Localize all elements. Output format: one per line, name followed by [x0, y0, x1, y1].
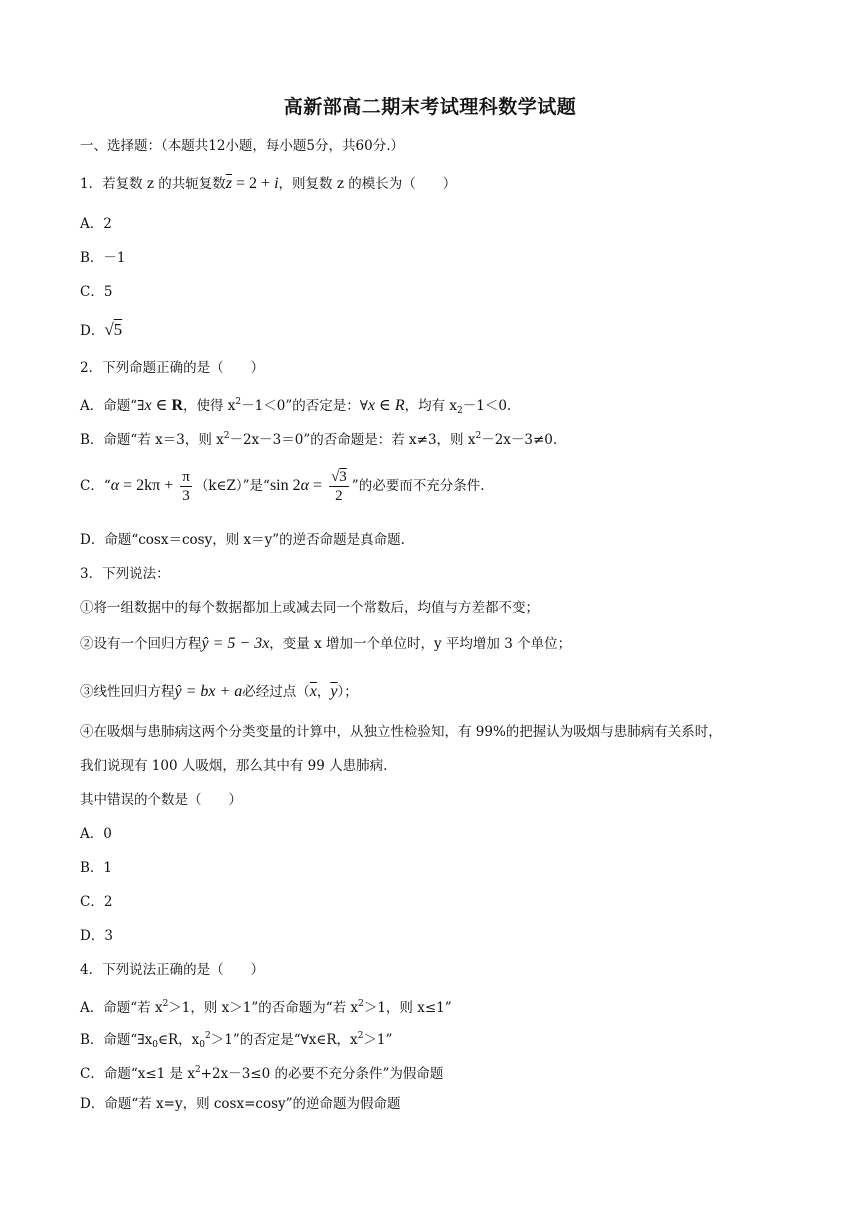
q2-b-text2: －2x－3＝0”的否命题是：若 x≠3，则 x [229, 432, 476, 448]
q4-c-text2: +2x－3≤0 的必要不充分条件”为假命题 [200, 1066, 444, 1082]
q4-a-text1: A．命题“若 x [80, 1000, 163, 1016]
q4-b-sup: 2 [205, 1031, 211, 1041]
q3-option-a: A．0 [80, 826, 112, 842]
q3-option-b: B．1 [80, 860, 113, 876]
q1-option-d [80, 320, 122, 341]
q2-c-text1: C．“ [80, 478, 111, 494]
q3-s3-text2: 必经过点（ [242, 684, 310, 700]
q4-a-sup2: 2 [358, 999, 364, 1009]
q3-s3-xbar: $\overline{x}$ [309, 683, 317, 700]
q4-c-sup: 2 [194, 1065, 201, 1075]
q2-option-b [80, 426, 557, 450]
q2-option-a [80, 392, 511, 421]
q4-a-text2: ＞1，则 x＞1”的否命题为“若 x [168, 1000, 359, 1016]
q3-statement-1: ①将一组数据中的每个数据都加上或减去同一个常数后，均值与方差都不变； [80, 600, 539, 616]
q4-stem: 4．下列说法正确的是（ ） [80, 962, 265, 978]
exam-title: 高新部高二期末考试理科数学试题 [283, 96, 577, 118]
q1-sqrt: √5 [104, 320, 123, 339]
q2-a-in2: ∈ [374, 397, 395, 414]
q2-a-x: x [144, 397, 152, 414]
q1-stem [80, 174, 456, 194]
q1-option-c: C．5 [80, 284, 113, 300]
q2-a-text2: ，使得 x [183, 398, 236, 414]
q2-c-eq: = 2kπ + [119, 477, 178, 494]
q2-c-sin: sin 2 [269, 477, 301, 494]
q4-b-sup2: 2 [357, 1031, 364, 1041]
q2-c-text2: （k∈Z）”是“ [194, 478, 270, 494]
q2-c-frac2-den: 2 [335, 488, 343, 504]
q2-c-frac-num: π [182, 469, 190, 485]
q3-option-c: C．2 [80, 894, 113, 910]
q1-sqrt-value: 5 [113, 320, 123, 339]
q3-s3-text3: ）； [337, 684, 358, 700]
q2-a-text1: A．命题“∃ [80, 398, 145, 414]
q2-c-alpha2: α [300, 477, 310, 494]
q2-a-r: R [171, 397, 183, 414]
q4-b-text3: ＞1”的否定是“∀x∈R，x [210, 1032, 358, 1048]
q1-option-d-label: D． [80, 323, 105, 339]
q1-option-a: A．2 [80, 216, 112, 232]
q4-b-sub2: 0 [199, 1040, 206, 1050]
q2-c-text3: ”的必要而不充分条件. [351, 478, 485, 494]
q3-s3-text1: ③线性回归方程 [80, 684, 175, 700]
q3-statement-2 [80, 634, 571, 654]
q2-b-text1: B．命题“若 x＝3，则 x [80, 432, 224, 448]
section-heading: 一、选择题：（本题共12小题，每小题5分，共60分.） [80, 138, 404, 154]
q3-option-d: D．3 [80, 928, 113, 944]
q1-i: i [274, 175, 279, 192]
q2-c-frac2-num: √3 [331, 469, 347, 485]
q3-statement-3 [80, 682, 358, 702]
q1-conj-z: $\overline{z}$ [225, 175, 233, 192]
q4-option-c [80, 1060, 443, 1084]
q3-s3-comma: ， [316, 684, 331, 700]
q3-s2-text2: ，变量 x 增加一个单位时，y 平均增加 3 个单位； [269, 636, 572, 652]
q3-s3-eq: ŷ = bx + a [174, 683, 243, 700]
q2-a-x2: x [367, 397, 375, 414]
q2-option-c [80, 468, 485, 505]
q2-c-frac2-rad: 3 [339, 469, 347, 485]
q4-a-text3: ＞1，则 x≤1” [363, 1000, 452, 1016]
q4-option-a [80, 994, 452, 1018]
q4-option-b [80, 1026, 392, 1055]
q2-b-text3: －2x－3≠0. [481, 432, 558, 448]
q4-b-text2: ∈R，x [158, 1032, 200, 1048]
q2-c-alpha: α [110, 477, 120, 494]
q3-s3-ybar: $\overline{y}$ [330, 683, 338, 700]
q2-option-d: D．命题“cosx＝cosy，则 x＝y”的逆否命题是真命题. [80, 532, 405, 548]
q2-c-eq2: = [309, 477, 327, 494]
q1-stem-text: 1．若复数 z 的共轭复数 [80, 176, 226, 192]
q2-a-text5: －1＜0. [462, 398, 512, 414]
q1-option-b: B．－1 [80, 250, 126, 266]
q3-statement-4-line2: 我们说现有 100 人吸烟，那么其中有 99 人患肺病. [80, 758, 388, 774]
q2-a-in: ∈ [151, 397, 172, 414]
q2-c-frac [180, 468, 192, 505]
q3-s2-text1: ②设有一个回归方程 [80, 636, 202, 652]
q3-ask: 其中错误的个数是（ ） [80, 792, 242, 808]
q4-c-text1: C．命题“x≤1 是 x [80, 1066, 195, 1082]
q2-b-sup: 2 [223, 431, 230, 441]
q3-statement-4-line1: ④在吸烟与患肺病这两个分类变量的计算中，从独立性检验知，有 99%的把握认为吸烟与患肺病有关系时， [80, 724, 722, 740]
q3-s2-eq: ŷ = 5 − 3x [201, 635, 270, 652]
q2-a-text3: －1＜0”的否定是：∀ [241, 398, 368, 414]
q2-stem: 2．下列命题正确的是（ ） [80, 360, 265, 376]
q4-b-text1: B．命题“∃x [80, 1032, 153, 1048]
q2-a-r2: R [394, 397, 405, 414]
q2-a-sup: 2 [235, 397, 242, 407]
q1-stem-tail: ，则复数 z 的模长为（ ） [278, 176, 457, 192]
q2-a-text4: ，均有 x [404, 398, 458, 414]
q2-c-frac-den: 3 [182, 488, 190, 504]
q3-stem: 3．下列说法： [80, 566, 170, 582]
q2-c-frac2 [329, 468, 349, 505]
q2-a-sub: 2 [457, 406, 463, 416]
q4-b-text4: ＞1” [363, 1032, 393, 1048]
q4-b-sub: 0 [152, 1040, 158, 1050]
q4-option-d: D．命题“若 x=y，则 cosx=cosy”的逆命题为假命题 [80, 1096, 401, 1112]
q2-b-sup2: 2 [475, 431, 482, 441]
q1-eq: = 2 + [232, 175, 275, 192]
q4-a-sup: 2 [162, 999, 169, 1009]
